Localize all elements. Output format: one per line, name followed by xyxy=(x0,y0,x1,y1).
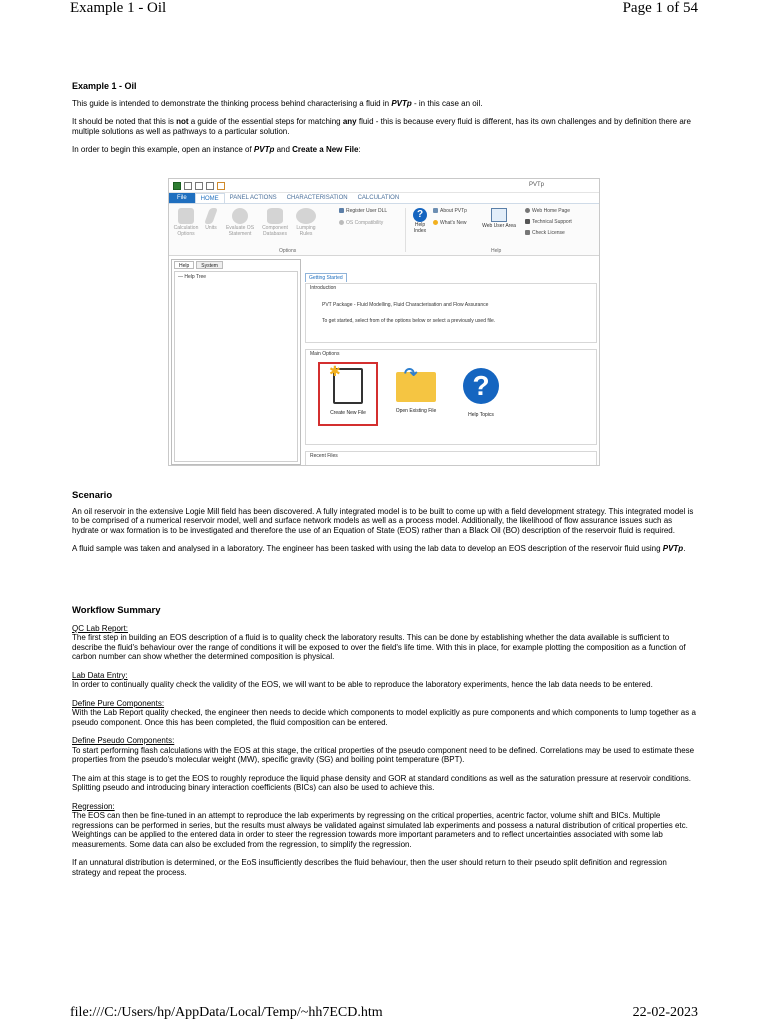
lab-heading: Lab Data Entry: xyxy=(72,670,128,680)
tab-help[interactable]: Help xyxy=(174,261,194,269)
pure-heading: Define Pure Components: xyxy=(72,698,165,708)
tab-system[interactable]: System xyxy=(196,261,223,269)
intro-paragraph-2: It should be noted that this is not a guide of the essential steps for matching any fluid - this is because every fluid is different, has its own challenges and by definition there are multiple solutions as well as pathways to a particular solution. xyxy=(72,117,691,136)
ribbon-tabs xyxy=(169,193,599,204)
scenario-paragraph-1: An oil reservoir in the extensive Logie Mill field has been discovered. A fully integrated model is to be built to come up with a field development strategy. This integrated model is to be comprised of a numerical reservoir model, well and surface network models as well as a process model. Additionally, the likelihood of flow assurance issues such as hydrate or wax formation is to be investigated and therefore the use of an Equation of State (EOS) rather than a Black Oil (BO) description of the reservoir fluid is required. xyxy=(72,506,694,535)
page-count: Page 1 of 54 xyxy=(622,0,698,16)
tab-calculation[interactable]: CALCULATION xyxy=(357,195,400,201)
app-window-title: PVTp xyxy=(529,182,545,188)
intro-paragraph-1: This guide is intended to demonstrate the thinking process behind characterising a fluid in PVTp - in this case an oil. xyxy=(72,98,483,108)
star-icon xyxy=(433,220,438,225)
phone-icon xyxy=(525,219,530,224)
component-databases-button[interactable]: Component Databases xyxy=(259,208,291,237)
tab-getting-started[interactable]: Getting Started xyxy=(305,273,347,282)
help-group-label: Help xyxy=(491,248,502,254)
scenario-paragraph-2: A fluid sample was taken and analysed in a laboratory. The engineer has been tasked with using the lab data to develop an EOS description of the reservoir fluid using PVTp. xyxy=(72,544,686,553)
intro-paragraph-3: In order to begin this example, open an instance of PVTp and Create a New File: xyxy=(72,145,361,154)
help-index-button[interactable]: ? Help Index xyxy=(413,209,427,234)
print-date: 22-02-2023 xyxy=(632,1005,698,1020)
web-user-area-icon xyxy=(491,208,507,222)
tools-icon xyxy=(178,208,194,224)
help-tree-box xyxy=(174,271,298,462)
doc-title: Example 1 - Oil xyxy=(72,81,137,91)
license-icon xyxy=(525,230,530,235)
new-icon[interactable] xyxy=(184,182,192,190)
app-logo-icon xyxy=(173,182,181,190)
open-existing-file-button[interactable]: ↷ Open Existing File xyxy=(395,366,437,414)
ribbon-separator xyxy=(405,208,406,252)
pvtp-screenshot xyxy=(168,178,600,466)
tab-characterisation[interactable]: CHARACTERISATION xyxy=(286,195,348,201)
register-dll-button[interactable]: Register User DLL xyxy=(339,208,387,214)
recent-files-panel xyxy=(305,451,597,466)
technical-support-button[interactable]: Technical Support xyxy=(525,219,572,225)
final-text: If an unnatural distribution is determined, or the EoS insufficiently describes the fluid behaviour, then the user should return to their pseudo split definition and regression strategy and repeat the process. xyxy=(72,858,667,877)
print-header-title: Example 1 - Oil xyxy=(70,0,167,16)
pseudo-text: To start performing flash calculations with the EOS at this stage, the critical properties of the pseudo component need to be defined. Correlations may be used to estimate these properties from the pseudo's molecular weight (MW), specific gravity (SG) and boiling point temperature (BPT). xyxy=(72,745,695,764)
whats-new-button[interactable]: What's New xyxy=(433,220,467,226)
app-title-bar xyxy=(169,179,599,193)
undo-icon[interactable] xyxy=(217,182,225,190)
scenario-section xyxy=(72,491,696,554)
intro-line-1: PVT Package - Fluid Modelling, Fluid Characterisation and Flow Assurance xyxy=(322,302,489,308)
options-group-label: Options xyxy=(279,248,297,254)
help-topics-icon: ? xyxy=(463,368,499,404)
os-compatibility-button[interactable]: OS Compatibility xyxy=(339,220,383,226)
help-icon: ? xyxy=(413,208,427,222)
pure-text: With the Lab Report quality checked, the engineer then needs to decide which components to model explicitly as pure components and which components to lump together as a pseudo component. Once this has been completed, the fluid composition can be entered. xyxy=(72,708,696,727)
help-pane xyxy=(171,259,301,465)
intro-line-2: To get started, select from of the options below or select a previously used file. xyxy=(322,318,496,324)
regression-heading: Regression: xyxy=(72,801,115,811)
evaluate-os-button[interactable]: Evaluate OS Statement xyxy=(223,208,257,237)
web-home-button[interactable]: Web Home Page xyxy=(525,208,570,214)
help-pane-tabs xyxy=(172,260,300,270)
tab-home[interactable]: HOME xyxy=(195,193,225,203)
file-path: file:///C:/Users/hp/AppData/Local/Temp/~hh7ECD.htm xyxy=(70,1005,383,1020)
open-folder-icon: ↷ xyxy=(396,372,436,402)
lumping-rules-button[interactable]: Lumping Rules xyxy=(293,208,319,237)
web-user-area-button[interactable]: Web User Area xyxy=(477,208,521,230)
scenario-heading: Scenario xyxy=(72,490,113,501)
help-topics-button[interactable]: ? Help Topics xyxy=(456,364,506,418)
pseudo-heading: Define Pseudo Components: xyxy=(72,736,175,745)
tab-file[interactable]: File xyxy=(169,193,195,203)
calculation-options-button[interactable]: Calculation Options xyxy=(173,208,199,237)
ribbon xyxy=(169,204,599,256)
save-icon[interactable] xyxy=(195,182,203,190)
introduction-title: Introduction xyxy=(310,285,337,291)
globe-icon xyxy=(525,208,530,213)
workflow-section xyxy=(72,606,696,877)
tree-item-help[interactable]: — Help Tree xyxy=(178,274,207,280)
recent-files-title: Recent Files xyxy=(310,453,338,459)
aim-text: The aim at this stage is to get the EOS to roughly reproduce the liquid phase density and GOR at standard conditions as well as the saturation pressure at reservoir conditions. Splitting pseudo and introducing binary interaction coefficients (BICs) can also be used to achieve this. xyxy=(72,773,692,792)
units-button[interactable]: Units xyxy=(201,208,221,232)
info-icon xyxy=(433,208,438,213)
workflow-heading: Workflow Summary xyxy=(72,605,161,616)
about-button[interactable]: About PVTp xyxy=(433,208,467,214)
intro-section xyxy=(72,82,696,155)
print-icon[interactable] xyxy=(206,182,214,190)
introduction-panel xyxy=(305,283,597,343)
create-new-file-button[interactable]: ✱ Create New File xyxy=(318,362,378,426)
gear-icon xyxy=(232,208,248,224)
regression-text: The EOS can then be fine-tuned in an attempt to reproduce the lab experiments by regressing on the critical properties, acentric factor, volume shift and BICs. Multiple regressions can be performed in series, but the results must always be validated against simulated lab experiments and possess a natural distribution of critical properties etc. Weightings can be applied to the entered data in order to steer the regression towards more important parameters and to reflect uncertainties associated with some lab measurements. Some data can also be excluded from the regression, to simplify the regression. xyxy=(72,811,688,849)
lab-text: In order to continually quality check the validity of the EOS, we will want to be able to reproduce the laboratory experiments, hence the lab data needs to be entered. xyxy=(72,680,653,689)
new-file-icon: ✱ xyxy=(333,368,363,404)
getting-started-pane xyxy=(305,259,599,465)
product-name: PVTp xyxy=(391,98,412,108)
qc-text: The first step in building an EOS description of a fluid is to quality check the laboratory results. This can be done by establishing whether the data available is sufficient to describe the fluid's behaviour over the range of conditions it will be exposed to over the field's life time. With this in place, for example plotting the composition as a function of carbon number can show whether the determined composition is physical. xyxy=(72,633,686,661)
droplets-icon xyxy=(296,208,316,224)
ruler-icon xyxy=(204,208,218,224)
cog-icon xyxy=(339,220,344,225)
check-license-button[interactable]: Check License xyxy=(525,230,565,236)
main-options-title: Main Options xyxy=(310,351,340,357)
database-icon xyxy=(267,208,283,224)
print-header xyxy=(70,0,698,22)
qc-heading: QC Lab Report: xyxy=(72,623,129,633)
dll-icon xyxy=(339,208,344,213)
tab-panel-actions[interactable]: PANEL ACTIONS xyxy=(229,195,277,201)
print-footer xyxy=(70,1005,698,1024)
main-options-panel xyxy=(305,349,597,445)
